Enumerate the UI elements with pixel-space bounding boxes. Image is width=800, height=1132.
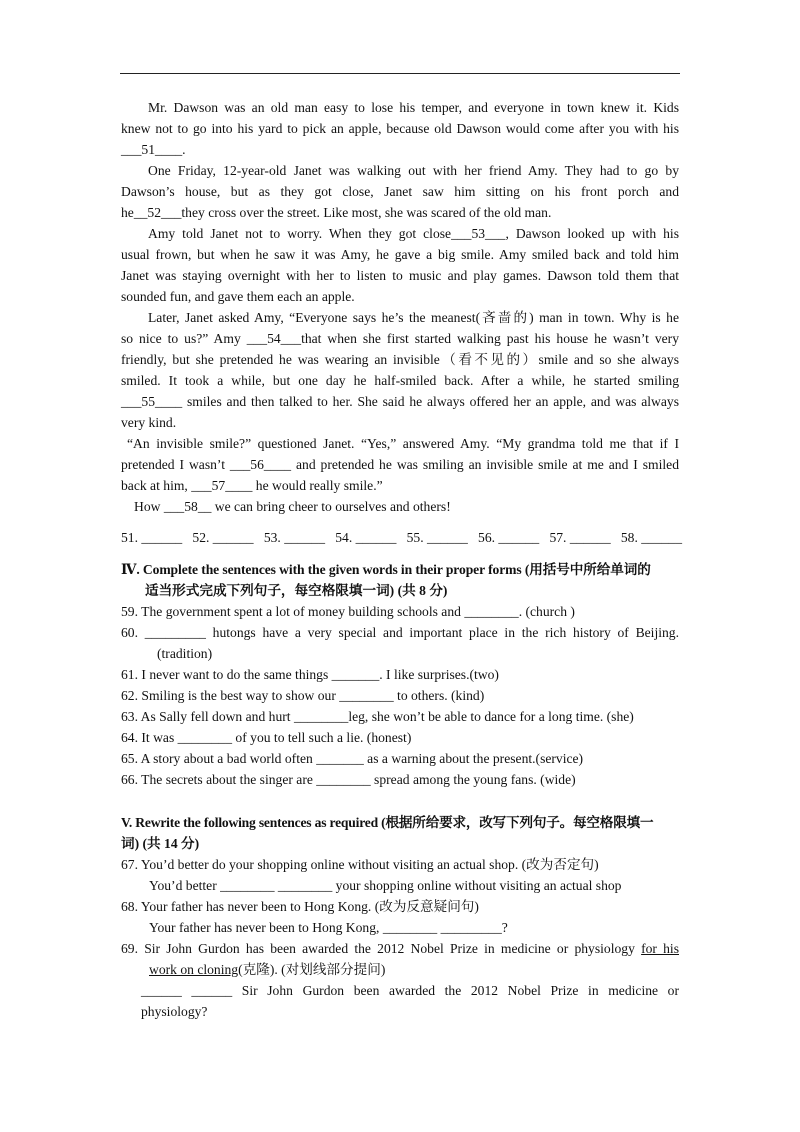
question-62	[121, 685, 681, 706]
question-text: I never want to do the same things _______. I like surprises.(two)	[141, 667, 499, 682]
question-number: 63.	[121, 709, 138, 724]
question-68	[121, 896, 681, 917]
passage-line: ___55____ smiles and then talked to her. She said he always offered her an apple, and was always	[121, 394, 679, 409]
question-60	[121, 622, 679, 643]
answer-blank[interactable]: 58. ______	[620, 530, 683, 545]
answer-blank[interactable]: 56. ______	[478, 530, 540, 545]
question-number: 60.	[121, 625, 138, 640]
answer-blanks-row	[121, 527, 683, 548]
question-number: 69.	[121, 941, 138, 956]
header-rule	[120, 73, 680, 74]
question-text: The secrets about the singer are ________ spread among the young fans. (wide)	[141, 772, 576, 787]
question-number: 67.	[121, 857, 138, 872]
passage-line: friendly, but she pretended he was wearing an invisible（看不见的）smile and so she always	[121, 352, 679, 367]
question-text: It was ________ of you to tell such a lie. (honest)	[141, 730, 412, 745]
question-text: Sir John Gurdon has been awarded the 2012 Nobel Prize in medicine or physiology	[144, 941, 642, 956]
question-69-cont	[149, 959, 385, 980]
question-number: 66.	[121, 772, 138, 787]
question-text: You’d better do your shopping online without visiting an actual shop. (改为否定句)	[140, 857, 599, 872]
answer-blank[interactable]: 55. ______	[406, 530, 468, 545]
question-68-answer[interactable]: Your father has never been to Hong Kong, ________ _________?	[149, 920, 508, 935]
question-text: (克隆). (对划线部分提问)	[238, 962, 386, 977]
question-69-answer[interactable]: ______ ______ Sir John Gurdon been awarded the 2012 Nobel Prize in medicine or	[141, 983, 679, 998]
question-64	[121, 727, 681, 748]
question-67	[121, 854, 681, 875]
passage-line: so nice to us?” Amy ___54___that when she first started walking past his house he wasn’t very	[121, 331, 679, 346]
section-4-heading: Ⅳ. Complete the sentences with the given words in their proper forms (用括号中所给单词的	[121, 562, 651, 577]
passage-line: pretended I wasn’t ___56____ and pretended he was smiling an invisible smile at me and I smiled	[121, 457, 679, 472]
section-5-heading: V. Rewrite the following sentences as required (根据所给要求，改写下列句子。每空格限填一	[121, 815, 654, 830]
question-69	[121, 938, 679, 959]
question-text: Your father has never been to Hong Kong. (改为反意疑问句)	[140, 899, 479, 914]
question-67-answer[interactable]: You’d better ________ ________ your shopping online without visiting an actual shop	[149, 878, 622, 893]
question-number: 62.	[121, 688, 138, 703]
passage-line: Mr. Dawson was an old man easy to lose his temper, and everyone in town knew it. Kids	[148, 100, 679, 115]
question-text: _________ hutongs have a very special and important place in the rich history of Beijing.	[144, 625, 679, 640]
passage-line: back at him, ___57____ he would really smile.”	[121, 478, 383, 493]
question-text: A story about a bad world often _______ as a warning about the present.(service)	[140, 751, 584, 766]
section-4-heading-cont: 适当形式完成下列句子，每空格限填一词) (共 8 分)	[145, 583, 448, 598]
passage-line: very kind.	[121, 415, 177, 430]
passage-line: smiled. It took a while, but one day he half-smiled back. After a while, he started smiling	[121, 373, 679, 388]
question-69-answer-cont: physiology?	[141, 1004, 208, 1019]
passage-line: usual frown, but when he saw it was Amy, he gave a big smile. Amy smiled back and told him	[121, 247, 679, 262]
passage-line: “An invisible smile?” questioned Janet. “Yes,” answered Amy. “My grandma told me that if I	[127, 436, 679, 451]
answer-blank[interactable]: 57. ______	[549, 530, 611, 545]
question-number: 68.	[121, 899, 138, 914]
passage-line: he__52___they cross over the street. Like most, she was scared of the old man.	[121, 205, 552, 220]
question-text: Smiling is the best way to show our ________ to others. (kind)	[141, 688, 485, 703]
answer-blank[interactable]: 54. ______	[335, 530, 397, 545]
passage-line: Dawson’s house, but as they got close, Janet saw him sitting on his front porch and	[121, 184, 679, 199]
question-66	[121, 769, 681, 790]
passage-line: One Friday, 12-year-old Janet was walking out with her friend Amy. They had to go by	[148, 163, 679, 178]
question-59	[121, 601, 681, 622]
question-63	[121, 706, 681, 727]
section-5-heading-cont: 词) (共 14 分)	[121, 836, 200, 851]
passage-line: How ___58__ we can bring cheer to ourselves and others!	[134, 499, 451, 514]
passage-line: Janet was staying overnight with her to listen to music and play games. Dawson told them that	[121, 268, 679, 283]
passage-line: sounded fun, and gave them each an apple.	[121, 289, 355, 304]
underlined-phrase: work on cloning	[149, 962, 239, 977]
passage-line: Later, Janet asked Amy, “Everyone says he’s the meanest(吝啬的) man in town. Why is he	[148, 310, 679, 325]
question-number: 65.	[121, 751, 138, 766]
underlined-phrase: for his	[641, 941, 679, 956]
answer-blank[interactable]: 52. ______	[192, 530, 254, 545]
question-65	[121, 748, 681, 769]
question-number: 59.	[121, 604, 138, 619]
passage-line: ___51____.	[121, 142, 186, 157]
question-61	[121, 664, 681, 685]
passage-line: Amy told Janet not to worry. When they got close___53___, Dawson looked up with his	[148, 226, 679, 241]
question-60-hint: (tradition)	[157, 646, 213, 661]
question-number: 64.	[121, 730, 138, 745]
question-text: The government spent a lot of money building schools and ________. (church )	[141, 604, 575, 619]
question-text: As Sally fell down and hurt ________leg, she won’t be able to dance for a long time. (she)	[140, 709, 634, 724]
answer-blank[interactable]: 51. ______	[121, 530, 183, 545]
passage-line: knew not to go into his yard to pick an apple, because old Dawson would come after you with his	[121, 121, 679, 136]
question-number: 61.	[121, 667, 138, 682]
answer-blank[interactable]: 53. ______	[263, 530, 325, 545]
